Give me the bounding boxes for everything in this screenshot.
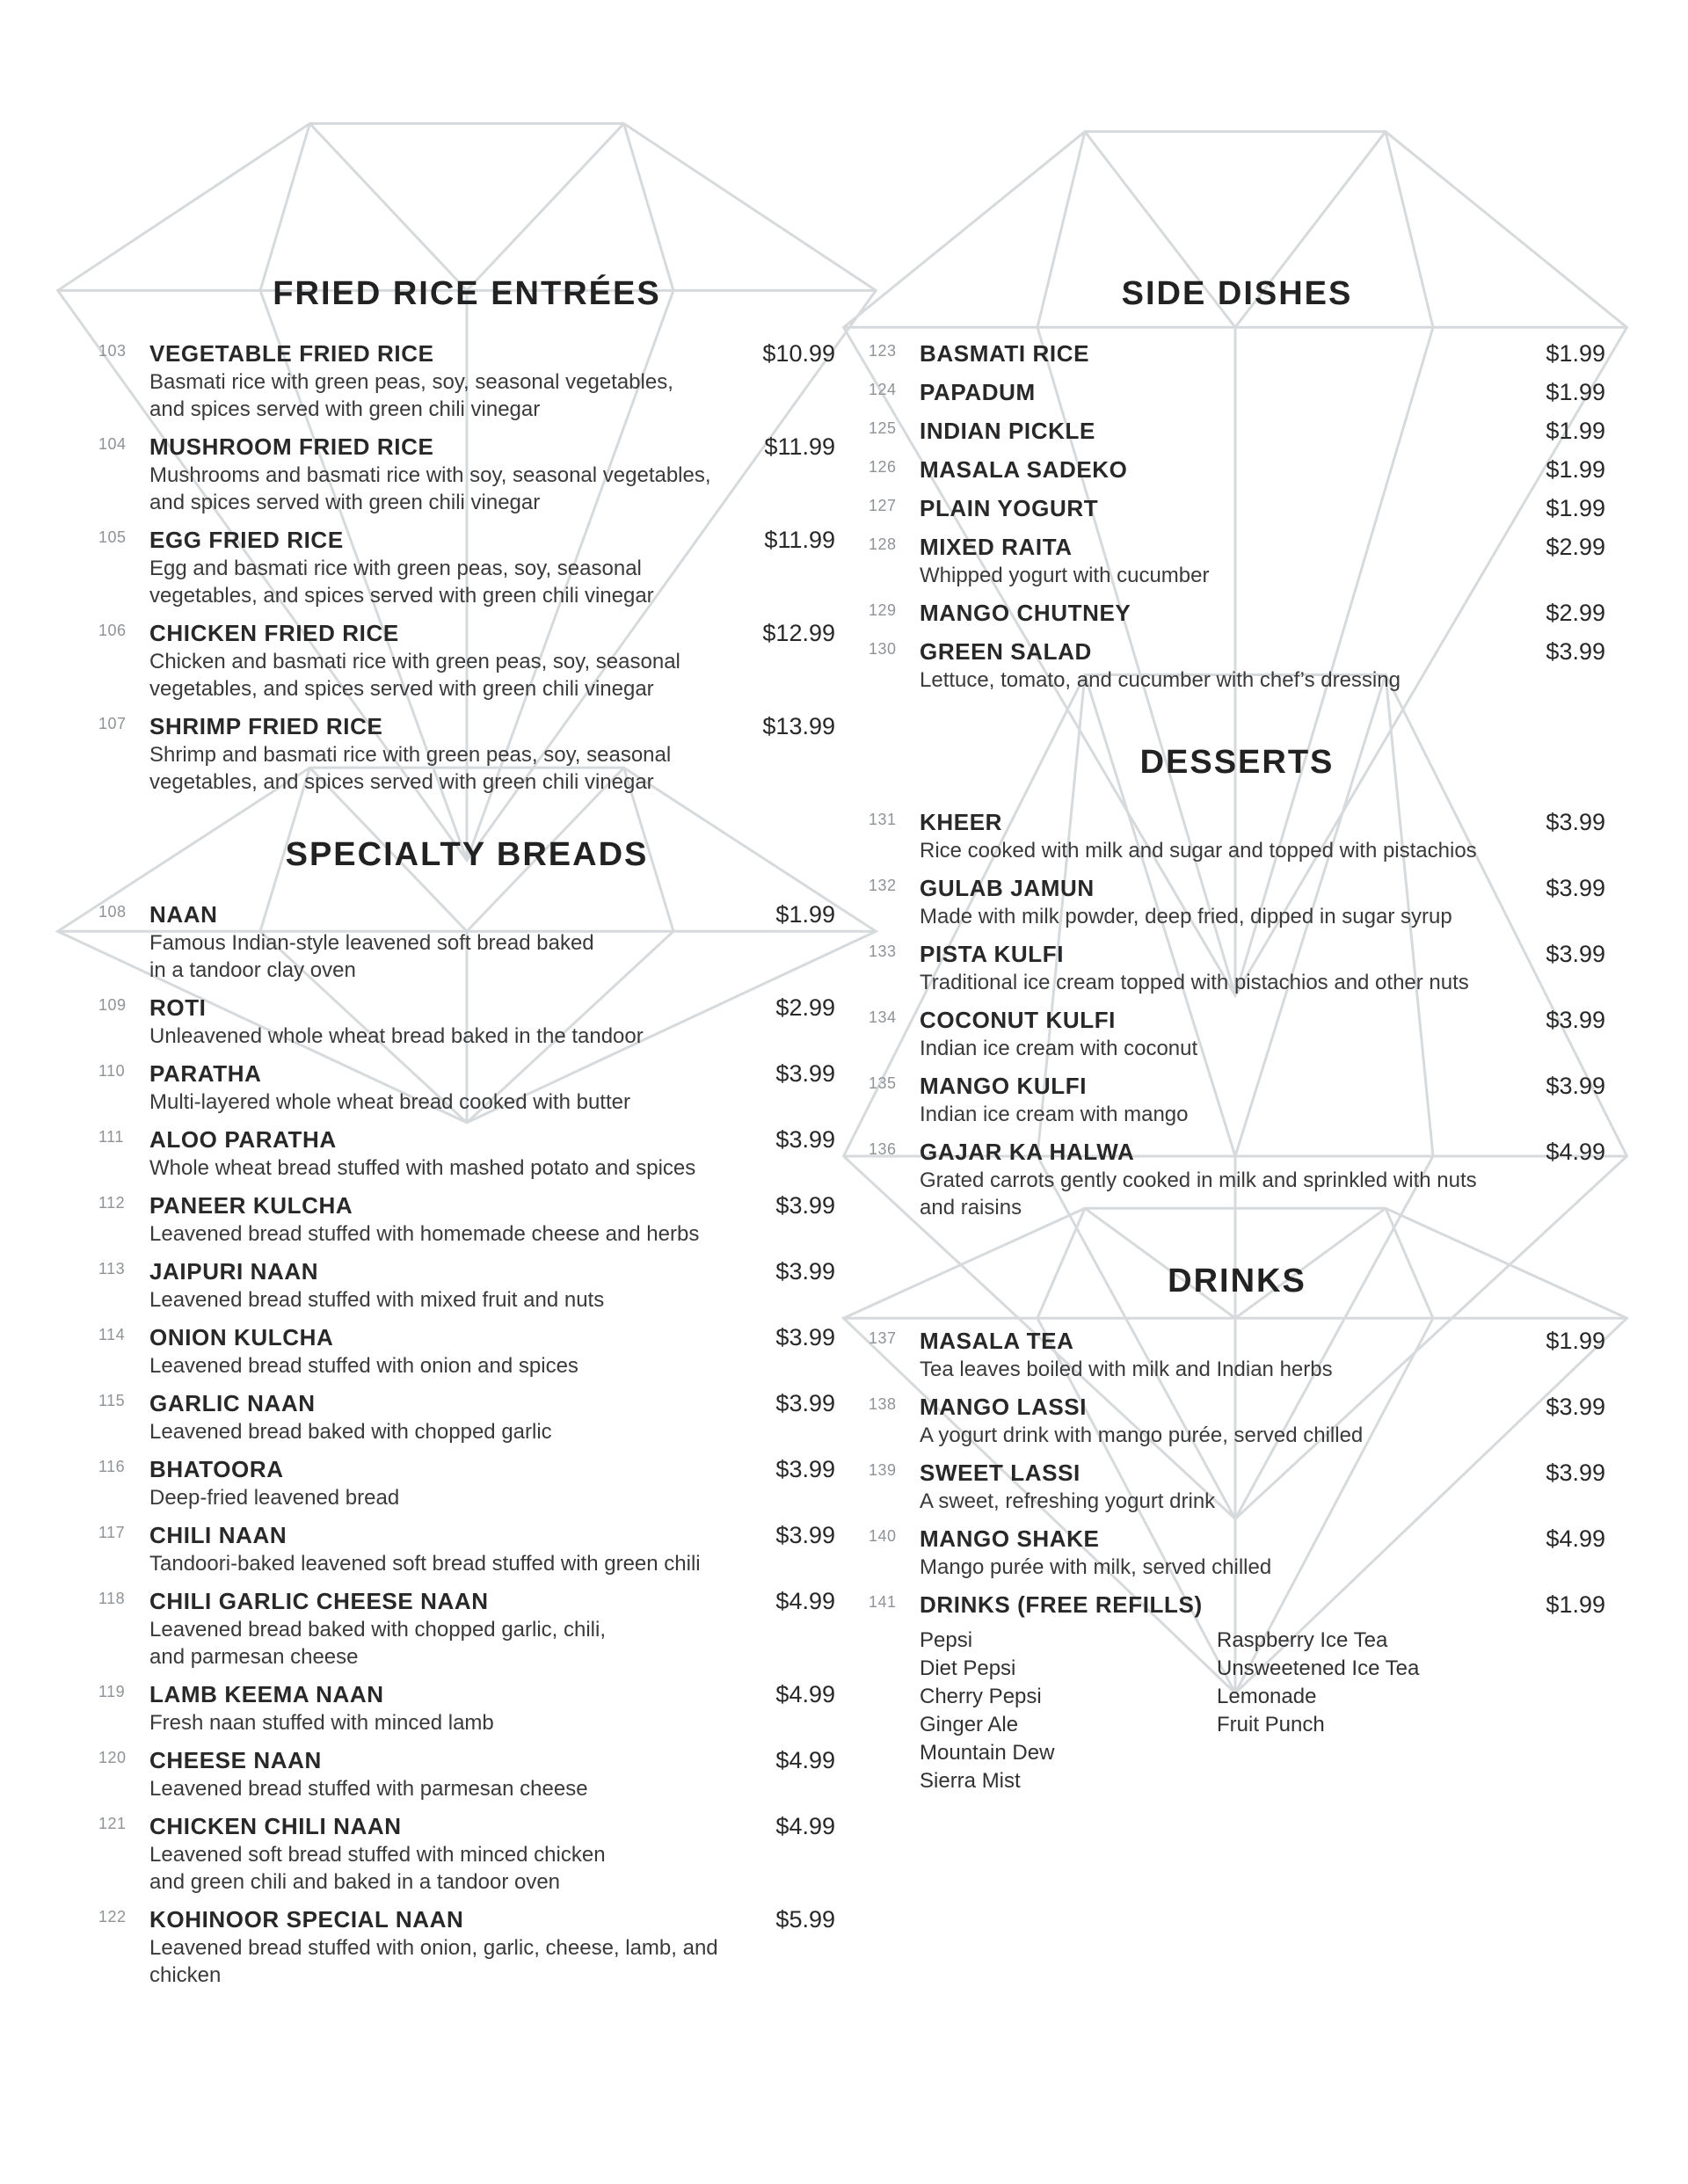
item-number: 138 — [869, 1395, 897, 1413]
menu-item — [869, 1072, 1605, 1128]
item-title-row — [149, 994, 835, 1023]
item-name: VEGETABLE FRIED RICE — [149, 340, 434, 367]
item-number: 129 — [869, 601, 897, 619]
drink-option: Unsweetened Ice Tea — [1217, 1656, 1420, 1680]
item-desc-line: Leavened bread stuffed with mixed fruit and nuts — [149, 1288, 605, 1312]
item-desc-line: Unleavened whole wheat bread baked in the tandoor — [149, 1024, 644, 1048]
menu-item — [869, 599, 1605, 628]
menu-item — [869, 339, 1605, 368]
item-title-row — [149, 1125, 835, 1154]
item-desc-line: Basmati rice with green peas, soy, seasonal vegetables, — [149, 370, 673, 394]
item-number: 105 — [98, 528, 127, 546]
item-price: $3.99 — [775, 1060, 835, 1087]
item-price: $2.99 — [1546, 600, 1605, 626]
item-title-row — [149, 900, 835, 929]
item-name: PLAIN YOGURT — [920, 495, 1099, 521]
item-name: CHILI GARLIC CHEESE NAAN — [149, 1588, 489, 1614]
item-desc-line: Whole wheat bread stuffed with mashed potato and spices — [149, 1156, 696, 1180]
item-number: 136 — [869, 1140, 897, 1158]
item-title-row — [920, 533, 1605, 562]
item-desc-line: Rice cooked with milk and sugar and topped with pistachios — [920, 839, 1477, 863]
menu-item — [98, 526, 835, 609]
item-title-row — [149, 1059, 835, 1088]
section-fried-rice-entrees — [98, 274, 835, 805]
item-price: $3.99 — [775, 1324, 835, 1350]
menu-item — [98, 1191, 835, 1248]
item-number: 117 — [98, 1524, 126, 1541]
section-specialty-breads — [98, 835, 835, 1998]
item-name: PAPADUM — [920, 379, 1036, 405]
item-title-row — [920, 637, 1605, 666]
item-title-row — [920, 1459, 1605, 1488]
item-desc-line: Whipped yogurt with cucumber — [920, 564, 1210, 587]
item-number: 141 — [869, 1593, 897, 1611]
item-number: 137 — [869, 1329, 897, 1347]
item-number: 125 — [869, 419, 897, 437]
menu-item — [869, 378, 1605, 407]
section-items — [98, 900, 835, 1989]
item-desc-line: Made with milk powder, deep fried, dipped in sugar syrup — [920, 905, 1452, 928]
section-title: SIDE DISHES — [1121, 275, 1353, 312]
section-desserts — [869, 743, 1605, 1231]
menu-item — [98, 994, 835, 1050]
item-number: 112 — [98, 1194, 126, 1212]
menu-item — [98, 339, 835, 423]
section-title: DRINKS — [1168, 1263, 1306, 1299]
item-price: $10.99 — [762, 340, 835, 367]
item-desc-line: Famous Indian-style leavened soft bread baked — [149, 931, 594, 955]
item-desc — [149, 1934, 835, 1989]
item-price: $3.99 — [1546, 809, 1605, 835]
item-title-row — [920, 1525, 1605, 1554]
item-price: $3.99 — [775, 1456, 835, 1482]
item-desc-line: A sweet, refreshing yogurt drink — [920, 1489, 1216, 1513]
item-number: 134 — [869, 1008, 897, 1026]
item-title-row — [920, 940, 1605, 969]
item-price: $1.99 — [1546, 340, 1605, 367]
item-number: 122 — [98, 1908, 127, 1926]
item-price: $3.99 — [1546, 941, 1605, 967]
menu-item — [869, 1006, 1605, 1062]
drink-option: Fruit Punch — [1217, 1713, 1325, 1736]
item-price: $1.99 — [1546, 456, 1605, 483]
section-items — [869, 1327, 1605, 1795]
item-title-row — [149, 1389, 835, 1418]
item-desc — [149, 1484, 835, 1511]
item-name: SWEET LASSI — [920, 1460, 1080, 1486]
menu-item — [98, 1125, 835, 1182]
item-desc — [920, 1101, 1605, 1128]
item-price: $12.99 — [762, 620, 835, 646]
item-price: $1.99 — [1546, 418, 1605, 444]
item-desc-line: Leavened bread stuffed with homemade cheese and herbs — [149, 1222, 700, 1246]
item-desc — [920, 969, 1605, 996]
item-price: $2.99 — [1546, 534, 1605, 560]
section-items — [869, 808, 1605, 1221]
item-name: MUSHROOM FRIED RICE — [149, 433, 434, 460]
item-title-row — [920, 1393, 1605, 1422]
item-desc — [920, 1167, 1605, 1221]
menu-item — [98, 619, 835, 703]
item-desc-line: Traditional ice cream topped with pistachios and other nuts — [920, 971, 1469, 994]
item-desc — [149, 1088, 835, 1116]
item-name: ONION KULCHA — [149, 1324, 334, 1350]
item-title-row — [920, 874, 1605, 903]
item-desc — [920, 562, 1605, 589]
item-title-row — [149, 1521, 835, 1550]
item-name: ALOO PARATHA — [149, 1126, 337, 1153]
menu-item — [869, 1327, 1605, 1383]
item-name: MANGO SHAKE — [920, 1525, 1100, 1552]
item-number: 108 — [98, 903, 127, 921]
item-number: 115 — [98, 1392, 126, 1409]
item-title-row — [149, 1746, 835, 1775]
item-price: $11.99 — [764, 527, 835, 553]
item-desc-line: vegetables, and spices served with green chili vinegar — [149, 677, 654, 701]
menu-item — [98, 1455, 835, 1511]
item-price: $3.99 — [775, 1390, 835, 1416]
item-price: $5.99 — [775, 1906, 835, 1933]
item-name: MASALA TEA — [920, 1328, 1074, 1354]
item-name: COCONUT KULFI — [920, 1007, 1116, 1033]
item-number: 124 — [869, 381, 897, 398]
item-price: $1.99 — [1546, 495, 1605, 521]
item-number: 123 — [869, 342, 897, 360]
item-number: 109 — [98, 996, 127, 1014]
item-name: NAAN — [149, 901, 218, 928]
drink-option: Sierra Mist — [920, 1769, 1021, 1793]
item-title-row — [149, 1587, 835, 1616]
item-title-row — [149, 1191, 835, 1220]
item-name: PANEER KULCHA — [149, 1192, 353, 1219]
item-number: 121 — [98, 1815, 127, 1832]
menu-item — [869, 1525, 1605, 1581]
drink-option: Pepsi — [920, 1628, 973, 1652]
item-number: 104 — [98, 435, 127, 453]
drink-option: Mountain Dew — [920, 1741, 1055, 1765]
section-title: SPECIALTY BREADS — [285, 836, 649, 873]
item-title-row — [920, 1591, 1605, 1620]
item-name: EGG FRIED RICE — [149, 527, 344, 553]
item-price: $1.99 — [775, 901, 835, 928]
item-desc-line: Leavened soft bread stuffed with minced chicken — [149, 1843, 606, 1867]
menu-item — [869, 455, 1605, 484]
menu-item — [98, 433, 835, 516]
menu-column-right — [869, 0, 1605, 2184]
item-price: $4.99 — [775, 1747, 835, 1773]
menu-item — [869, 1459, 1605, 1515]
menu-item — [869, 940, 1605, 996]
drink-options-column — [920, 1627, 1217, 1795]
item-desc-line: Tea leaves boiled with milk and Indian herbs — [920, 1358, 1333, 1381]
item-desc-line: Lettuce, tomato, and cucumber with chef’s dressing — [920, 668, 1401, 692]
item-desc — [149, 741, 835, 796]
item-name: SHRIMP FRIED RICE — [149, 713, 383, 739]
item-desc — [149, 1352, 835, 1380]
item-desc-line: vegetables, and spices served with green chili vinegar — [149, 770, 654, 794]
item-number: 135 — [869, 1074, 897, 1092]
item-title-row — [149, 619, 835, 648]
item-name: MANGO CHUTNEY — [920, 600, 1131, 626]
item-desc-line: in a tandoor clay oven — [149, 958, 356, 982]
item-name: DRINKS (FREE REFILLS) — [920, 1591, 1203, 1618]
item-desc-line: Deep-fried leavened bread — [149, 1486, 400, 1510]
item-price: $4.99 — [1546, 1525, 1605, 1552]
item-price: $4.99 — [775, 1813, 835, 1839]
item-desc-line: and raisins — [920, 1196, 1022, 1219]
item-number: 130 — [869, 640, 897, 658]
drink-option: Cherry Pepsi — [920, 1685, 1042, 1708]
item-desc-line: Grated carrots gently cooked in milk and sprinkled with nuts — [920, 1168, 1477, 1192]
item-desc — [920, 903, 1605, 930]
item-price: $2.99 — [775, 994, 835, 1021]
item-desc — [149, 929, 835, 984]
item-desc-line: Leavened bread stuffed with onion, garlic, cheese, lamb, and — [149, 1936, 718, 1960]
item-number: 110 — [98, 1062, 126, 1080]
item-title-row — [149, 433, 835, 462]
item-name: GARLIC NAAN — [149, 1390, 316, 1416]
item-name: CHEESE NAAN — [149, 1747, 322, 1773]
item-desc-line: Egg and basmati rice with green peas, soy, seasonal — [149, 557, 642, 580]
item-desc — [920, 666, 1605, 694]
item-desc-line: Leavened bread baked with chopped garlic, chili, — [149, 1618, 607, 1642]
item-price: $3.99 — [775, 1258, 835, 1285]
item-title-row — [920, 1138, 1605, 1167]
item-desc — [149, 1709, 835, 1736]
item-title-row — [920, 1072, 1605, 1101]
item-desc — [149, 648, 835, 703]
item-desc-line: Mushrooms and basmati rice with soy, seasonal vegetables, — [149, 463, 711, 487]
item-price: $13.99 — [762, 713, 835, 739]
menu-item — [98, 1389, 835, 1445]
item-title-row — [920, 599, 1605, 628]
item-title-row — [920, 808, 1605, 837]
item-number: 116 — [98, 1458, 126, 1475]
item-desc — [149, 1418, 835, 1445]
section-drinks — [869, 1262, 1605, 1805]
item-price: $4.99 — [775, 1681, 835, 1707]
item-title-row — [149, 1680, 835, 1709]
item-desc-line: Leavened bread baked with chopped garlic — [149, 1420, 552, 1444]
menu-item — [98, 1257, 835, 1314]
item-desc-line: Multi-layered whole wheat bread cooked with butter — [149, 1090, 630, 1114]
menu-item — [869, 533, 1605, 589]
section-items — [98, 339, 835, 796]
menu-item — [98, 712, 835, 796]
item-desc — [920, 1488, 1605, 1515]
item-title-row — [149, 1323, 835, 1352]
menu-item — [869, 1393, 1605, 1449]
item-desc-line: chicken — [149, 1963, 222, 1987]
item-price: $3.99 — [1546, 638, 1605, 665]
item-desc — [149, 1154, 835, 1182]
menu-item — [98, 1059, 835, 1116]
item-title-row — [920, 339, 1605, 368]
item-title-row — [149, 1905, 835, 1934]
menu-item — [98, 900, 835, 984]
item-desc — [149, 555, 835, 609]
item-desc-line: Indian ice cream with mango — [920, 1103, 1189, 1126]
item-name: MANGO LASSI — [920, 1394, 1088, 1420]
drink-option: Lemonade — [1217, 1685, 1317, 1708]
item-price: $3.99 — [1546, 1394, 1605, 1420]
item-name: GAJAR KA HALWA — [920, 1139, 1135, 1165]
item-desc — [920, 1554, 1605, 1581]
item-number: 120 — [98, 1749, 127, 1766]
item-price: $1.99 — [1546, 1328, 1605, 1354]
item-desc-line: and spices served with green chili vinegar — [149, 491, 541, 514]
item-desc — [920, 1035, 1605, 1062]
item-name: ROTI — [149, 994, 207, 1021]
item-title-row — [920, 1327, 1605, 1356]
menu-item — [869, 808, 1605, 864]
item-desc — [149, 462, 835, 516]
item-desc-line: Mango purée with milk, served chilled — [920, 1555, 1272, 1579]
item-title-row — [149, 1257, 835, 1286]
item-number: 113 — [98, 1260, 126, 1278]
item-desc — [920, 1356, 1605, 1383]
item-title-row — [149, 1812, 835, 1841]
drink-option: Raspberry Ice Tea — [1217, 1628, 1388, 1652]
item-desc-line: and parmesan cheese — [149, 1645, 359, 1669]
item-desc-line: Shrimp and basmati rice with green peas, soy, seasonal — [149, 743, 672, 767]
item-desc-line: Indian ice cream with coconut — [920, 1037, 1198, 1060]
item-number: 131 — [869, 811, 897, 828]
menu-item — [98, 1680, 835, 1736]
menu-column-left — [98, 0, 835, 2184]
item-desc-line: Tandoori-baked leavened soft bread stuffed with green chili — [149, 1552, 701, 1576]
item-desc — [920, 1422, 1605, 1449]
item-name: MIXED RAITA — [920, 534, 1073, 560]
item-title-row — [149, 339, 835, 368]
item-number: 126 — [869, 458, 897, 476]
item-desc — [149, 1841, 835, 1896]
menu-item — [98, 1905, 835, 1989]
menu-item — [869, 637, 1605, 694]
item-title-row — [920, 378, 1605, 407]
item-desc — [149, 1775, 835, 1802]
item-name: CHILI NAAN — [149, 1522, 287, 1548]
section-title: FRIED RICE ENTRÉES — [273, 275, 661, 312]
item-desc-line: Leavened bread stuffed with parmesan cheese — [149, 1777, 588, 1801]
item-name: GREEN SALAD — [920, 638, 1092, 665]
item-title-row — [920, 1006, 1605, 1035]
item-number: 103 — [98, 342, 127, 360]
item-desc-line: A yogurt drink with mango purée, served chilled — [920, 1423, 1364, 1447]
item-price: $1.99 — [1546, 1591, 1605, 1618]
item-number: 106 — [98, 622, 127, 639]
item-name: MASALA SADEKO — [920, 456, 1128, 483]
menu-item — [98, 1812, 835, 1896]
menu-item — [869, 1591, 1605, 1795]
item-desc-line: vegetables, and spices served with green chili vinegar — [149, 584, 654, 608]
item-number: 114 — [98, 1326, 126, 1343]
item-number: 133 — [869, 943, 897, 960]
item-name: CHICKEN CHILI NAAN — [149, 1813, 402, 1839]
item-desc — [920, 837, 1605, 864]
menu-item — [98, 1746, 835, 1802]
item-price: $4.99 — [775, 1588, 835, 1614]
item-price: $3.99 — [775, 1522, 835, 1548]
item-desc-line: and spices served with green chili vinegar — [149, 397, 541, 421]
menu-item — [98, 1587, 835, 1671]
item-title-row — [920, 455, 1605, 484]
item-price: $3.99 — [775, 1192, 835, 1219]
item-number: 139 — [869, 1461, 897, 1479]
item-desc — [149, 1616, 835, 1671]
item-name: INDIAN PICKLE — [920, 418, 1095, 444]
item-title-row — [920, 494, 1605, 523]
item-number: 140 — [869, 1527, 897, 1545]
item-number: 118 — [98, 1590, 126, 1607]
item-price: $3.99 — [775, 1126, 835, 1153]
item-desc — [149, 1550, 835, 1577]
item-price: $3.99 — [1546, 1460, 1605, 1486]
item-number: 132 — [869, 877, 897, 894]
item-price: $3.99 — [1546, 1007, 1605, 1033]
item-price: $11.99 — [764, 433, 835, 460]
item-desc-line: Fresh naan stuffed with minced lamb — [149, 1711, 494, 1735]
menu-item — [869, 494, 1605, 523]
menu-item — [869, 874, 1605, 930]
item-desc — [149, 1286, 835, 1314]
drink-options-column — [1217, 1627, 1514, 1795]
item-desc-line: and green chili and baked in a tandoor oven — [149, 1870, 561, 1894]
menu-item — [869, 417, 1605, 446]
item-name: KOHINOOR SPECIAL NAAN — [149, 1906, 464, 1933]
section-items — [869, 339, 1605, 694]
item-number: 128 — [869, 535, 897, 553]
item-title-row — [149, 712, 835, 741]
item-name: BASMATI RICE — [920, 340, 1090, 367]
item-name: LAMB KEEMA NAAN — [149, 1681, 384, 1707]
item-desc — [149, 1023, 835, 1050]
item-name: GULAB JAMUN — [920, 875, 1095, 901]
item-name: PARATHA — [149, 1060, 262, 1087]
item-price: $4.99 — [1546, 1139, 1605, 1165]
item-title-row — [149, 526, 835, 555]
item-price: $3.99 — [1546, 1073, 1605, 1099]
menu-item — [98, 1521, 835, 1577]
drink-options — [920, 1627, 1605, 1795]
item-name: CHICKEN FRIED RICE — [149, 620, 399, 646]
item-name: BHATOORA — [149, 1456, 284, 1482]
drink-option: Diet Pepsi — [920, 1656, 1016, 1680]
item-number: 111 — [98, 1128, 124, 1146]
menu-item — [98, 1323, 835, 1380]
item-name: MANGO KULFI — [920, 1073, 1088, 1099]
item-name: KHEER — [920, 809, 1003, 835]
item-number: 107 — [98, 715, 127, 732]
item-name: JAIPURI NAAN — [149, 1258, 319, 1285]
drink-option: Ginger Ale — [920, 1713, 1019, 1736]
item-title-row — [920, 417, 1605, 446]
menu-item — [869, 1138, 1605, 1221]
item-desc-line: Leavened bread stuffed with onion and spices — [149, 1354, 578, 1378]
item-title-row — [149, 1455, 835, 1484]
item-desc-line: Chicken and basmati rice with green peas, soy, seasonal — [149, 650, 680, 673]
item-name: PISTA KULFI — [920, 941, 1065, 967]
section-title: DESSERTS — [1139, 744, 1335, 781]
item-price: $1.99 — [1546, 379, 1605, 405]
item-price: $3.99 — [1546, 875, 1605, 901]
item-desc — [149, 368, 835, 423]
section-side-dishes — [869, 274, 1605, 703]
item-number: 127 — [869, 497, 897, 514]
item-desc — [149, 1220, 835, 1248]
item-number: 119 — [98, 1683, 126, 1700]
